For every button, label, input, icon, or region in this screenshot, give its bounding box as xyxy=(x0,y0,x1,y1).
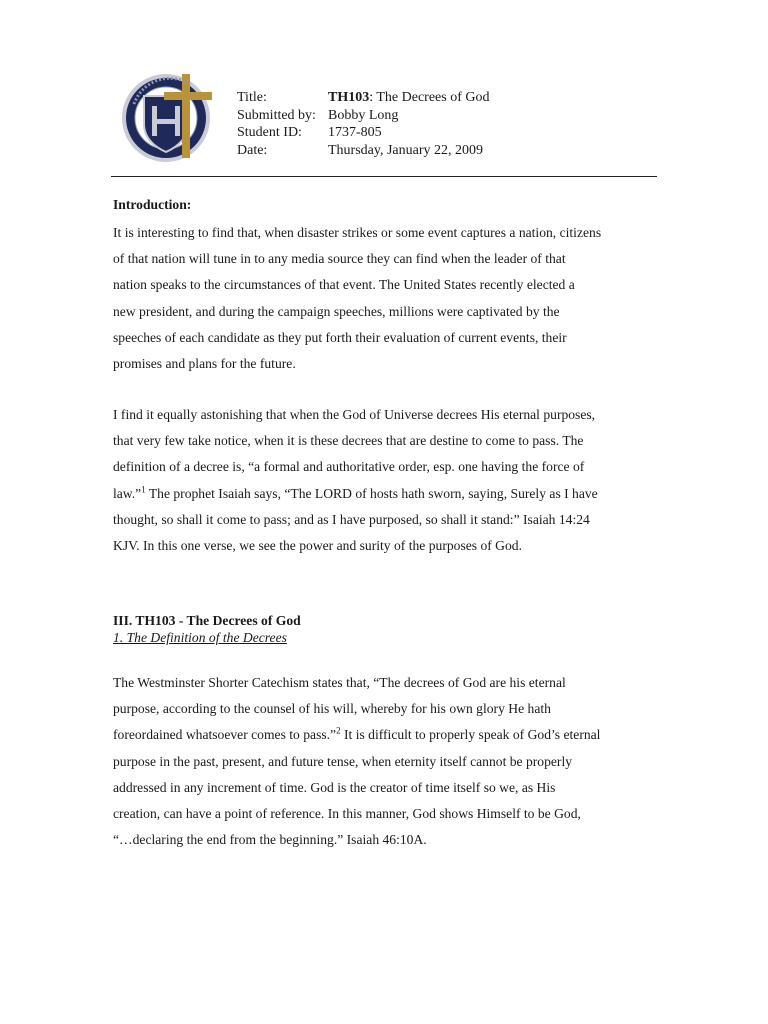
date-label: Date: xyxy=(237,142,268,158)
student-id-label: Student ID: xyxy=(237,125,302,140)
line-end: The prophet Isaiah says, “The LORD of hosts hath sworn, saying, Surely as I have xyxy=(145,485,598,501)
footnote-ref-2: 2 xyxy=(336,725,341,736)
paragraph-line: purpose, according to the counsel of his will, whereby for his own glory He hath xyxy=(113,701,551,717)
paragraph-line: It is interesting to find that, when disaster strikes or some event captures a nation, citizens xyxy=(113,225,602,240)
paragraph-line: creation, can have a point of reference. In this manner, God shows Himself to be God, xyxy=(113,806,581,822)
paragraph-line: KJV. In this one verse, we see the power and surity of the purposes of God. xyxy=(113,538,522,554)
line-start: foreordained whatsoever comes to pass.” xyxy=(113,727,337,743)
paragraph-line: purpose in the past, present, and future tense, when eternity itself cannot be properly xyxy=(113,753,573,769)
paragraph-line: The Westminster Shorter Catechism states that, “The decrees of God are his eternal xyxy=(113,675,566,690)
paragraph-line: thought, so shall it come to pass; and as I have purposed, so shall it stand:” Isaiah 14:24 xyxy=(113,511,590,527)
paragraph-line: of that nation will tune in to any media source they can find when the leader of that xyxy=(113,251,566,267)
title-label: Title: xyxy=(237,90,267,105)
paragraph-line xyxy=(113,722,658,748)
paragraph-line: promises and plans for the future. xyxy=(113,356,296,372)
section-paragraph xyxy=(113,670,658,853)
title-row xyxy=(237,89,490,107)
student-id-row xyxy=(237,124,490,142)
paragraph-line: “…declaring the end from the beginning.” Isaiah 46:10A. xyxy=(113,832,427,848)
introduction-heading: Introduction: xyxy=(113,197,192,212)
date-value: Thursday, January 22, 2009 xyxy=(328,142,484,158)
paragraph-line xyxy=(113,481,658,507)
footnote-ref-1: 1 xyxy=(141,484,146,495)
introduction-paragraph-2 xyxy=(113,402,658,559)
title-value xyxy=(328,89,490,107)
submitted-row xyxy=(237,107,490,125)
paragraph-line: addressed in any increment of time. God is the creator of time itself so we, as His xyxy=(113,779,556,795)
course-code: TH103 xyxy=(328,90,370,105)
header-info xyxy=(237,89,490,159)
student-id-value: 1737-805 xyxy=(328,125,382,140)
line-start: law.” xyxy=(113,485,142,501)
submitted-label: Submitted by: xyxy=(237,107,316,123)
introduction-paragraph-1 xyxy=(113,220,658,377)
paragraph-line: nation speaks to the circumstances of that event. The United States recently elected a xyxy=(113,277,575,293)
paragraph-line: definition of a decree is, “a formal and authoritative order, esp. one having the force of xyxy=(113,459,585,475)
paragraph-line: speeches of each candidate as they put forth their evaluation of current events, their xyxy=(113,329,567,345)
paragraph-line: I find it equally astonishing that when the God of Universe decrees His eternal purposes, xyxy=(113,407,596,422)
date-row xyxy=(237,142,490,160)
line-end: It is difficult to properly speak of God’s eternal xyxy=(340,727,601,743)
title-text: : The Decrees of God xyxy=(369,90,490,105)
header-divider xyxy=(111,176,657,177)
section-heading: III. TH103 - The Decrees of God xyxy=(113,613,301,628)
paragraph-line: that very few take notice, when it is these decrees that are destine to come to pass. The xyxy=(113,433,584,449)
paragraph-line: new president, and during the campaign speeches, millions were captivated by the xyxy=(113,303,560,319)
seminary-seal-logo xyxy=(120,66,228,166)
submitted-value: Bobby Long xyxy=(328,107,399,123)
section-subheading: 1. The Definition of the Decrees xyxy=(113,630,287,645)
